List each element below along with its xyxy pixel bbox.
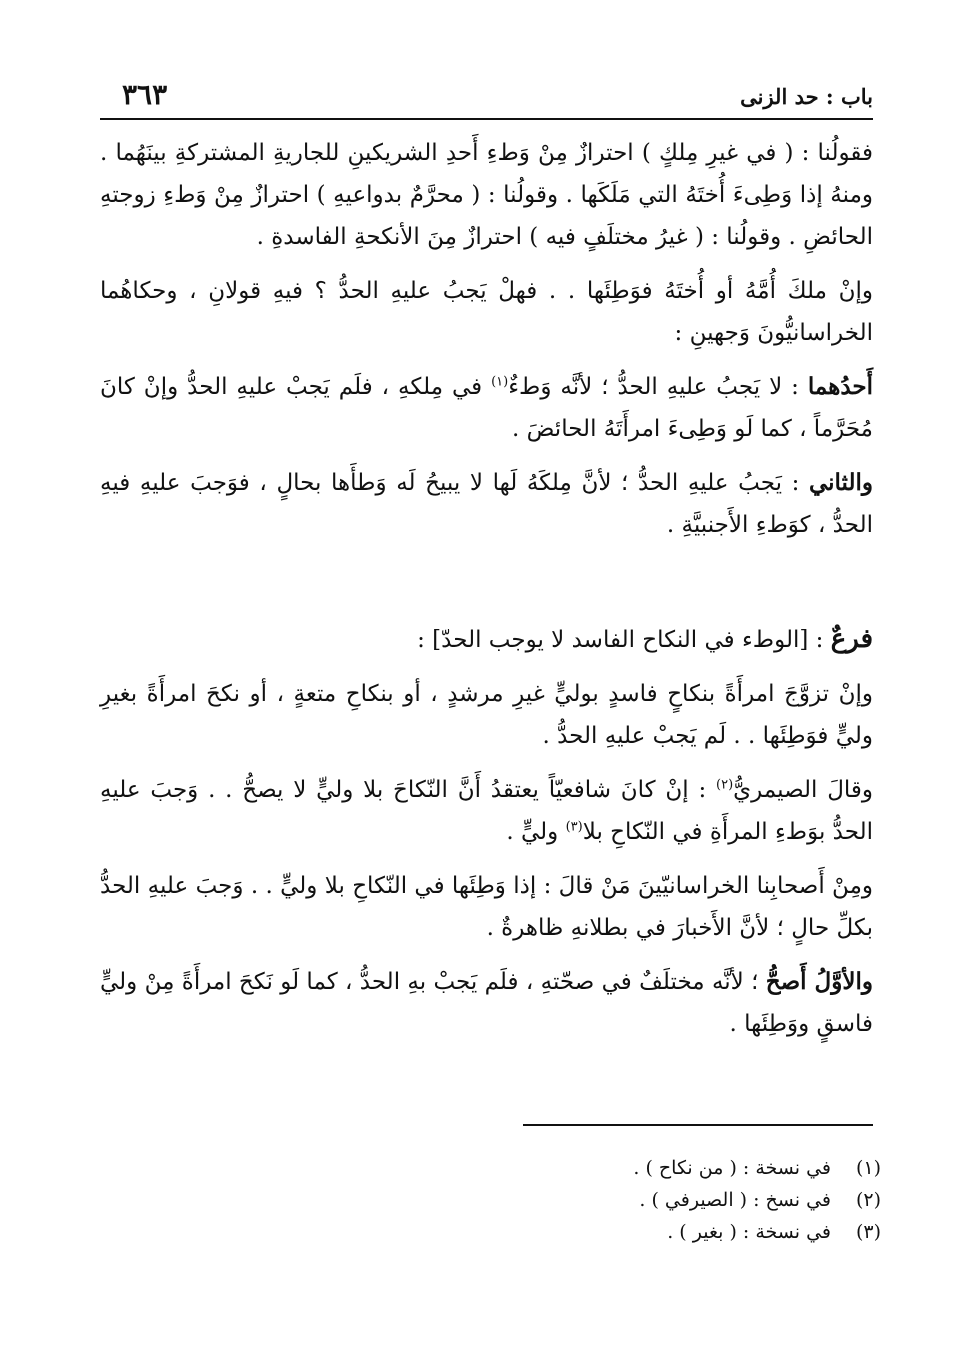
chapter-title: باب : حد الزنى [740,84,873,109]
paragraph: أَحدُهما : لا يَجبُ عليهِ الحدُّ ؛ لأنَّه وَطءٌ$^{(١)}$ في مِلكهِ ، فلَم يَجبْ عليهِ الحدُّ وإنْ كانَ مُحَرَّماً ، كما لَو وَطِىءَ امرأَتَهُ الحائضَ . [100,373,874,442]
footnote: (٣) في نسخة : ( بغير ) . [667,1221,881,1243]
paragraph: والأوَّلُ أَصحُّ ؛ لأنَّه مختلَفٌ في صحّتهِ ، فلَم يَجبْ بهِ الحدُّ ، كما لَو نَكحَ امرأَةً مِنْ وليٍّ فاسقٍ ووَطِئَها . [100,968,873,1037]
footnote: (٢) في نسخ : ( الصيرفي ) . [639,1189,881,1211]
page-body [100,132,873,1057]
paragraph: وإنْ ملكَ أُمَّهُ أو أُختَهُ فوَطِئَها . . فهلْ يَجبُ عليهِ الحدُّ ؟ فيهِ قولانِ ، وحكاهُما الخراسانيُّونَ وَجهينِ : [100,278,873,346]
footnote: (١) في نسخة : ( من نكاح ) . [633,1157,881,1179]
lead-term: أَحدُهما [807,373,874,400]
lead-term: والثاني [808,469,873,496]
footnote-ref: (٣) [565,819,583,835]
footnotes [100,1152,881,1248]
page-number: ٣٦٣ [122,78,168,111]
paragraph: ومِنْ أَصحابِنا الخراسانيّينَ مَنْ قالَ : إذا وَطِئَها في النّكاحِ بلا وليٍّ . . وَجبَ عليهِ الحدُّ بكلِّ حالٍ ؛ لأنَّ الأَخبارَ في بطلانهِ ظاهرةٌ . [100,873,873,941]
section-heading [100,618,873,661]
lead-term: والأوَّلُ أَصحُّ [765,968,873,995]
footnote-ref: (١) [491,374,509,390]
footnote-ref: (٢) [716,777,734,793]
section-label: فرعٌ [830,624,873,654]
paragraph: وإنْ تزوَّجَ امرأَةً بنكاحٍ فاسدٍ بوليٍّ غيرِ مرشدٍ ، أو بنكاحِ متعةٍ ، أو نكحَ امرأَةً بغيرِ وليٍّ فوَطِئَها . . لَم يَجبْ عليهِ الحدُّ . [100,681,873,749]
paragraph: والثاني : يَجبُ عليهِ الحدُّ ؛ لأنَّ مِلكَهُ لَها لا يبيحُ لَه وَطأَها بحالٍ ، فوَجبَ عليهِ فيهِ الحدُّ ، كوَطءِ الأَجنبيَّةِ . [100,469,873,538]
paragraph: وقالَ الصيمريُّ$^{(٢)}$ : إنْ كانَ شافعيّاً يعتقدُ أَنَّ النّكاحَ بلا وليٍّ لا يصحُّ . . وَجبَ عليهِ الحدُّ بوَطءِ المرأَةِ في النّكاحِ بلا$^{(٣)}$ وليٍّ . [100,777,874,845]
page-header [100,78,873,120]
section-title: : [الوطء في النكاح الفاسد لا يوجب الحدّ] : [417,627,831,653]
footnote-separator [523,1124,873,1126]
paragraph: فقولُنا : ( في غيرِ مِلكٍ ) احترازٌ مِنْ وَطءِ أَحدِ الشريكينِ للجاريةِ المشتركةِ بينَهُما . ومنهُ إذا وَطِىءَ أُختَهُ التي مَلَكَها . وقولُنا : ( محرَّمٌ بدواعيهِ ) احترازٌ مِنْ وَطءِ زوجتهِ الحائضِ . وقولُنا : ( غيرُ مختلَفٍ فيه ) احترازٌ مِنَ الأنكحةِ الفاسدةِ . [100,140,873,250]
